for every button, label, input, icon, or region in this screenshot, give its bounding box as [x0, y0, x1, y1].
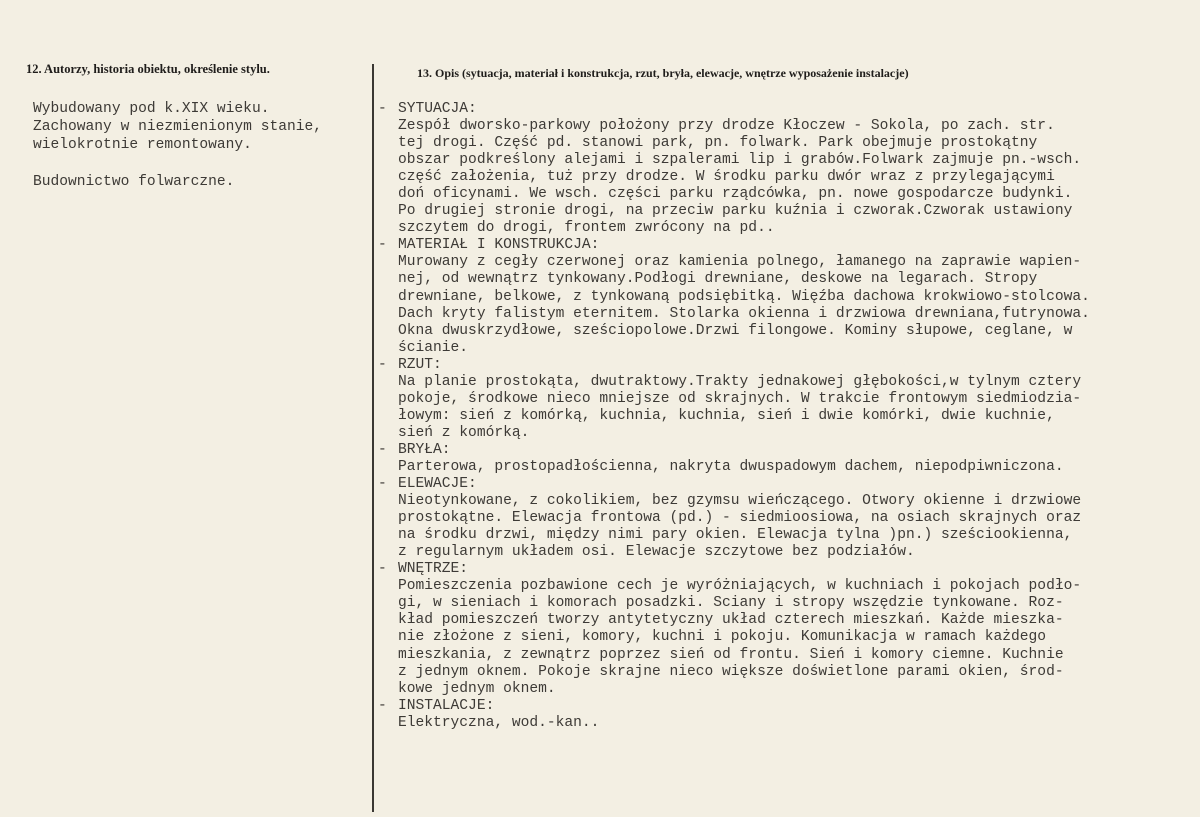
- section-line: ścianie.: [398, 339, 469, 356]
- section-line: Na planie prostokąta, dwutraktowy.Trakty jednakowej głębokości,w tylnym cztery: [398, 373, 1082, 390]
- section-dash: -: [378, 101, 387, 117]
- section-title: [378, 357, 1193, 374]
- left-line: Wybudowany pod k.XIX wieku.: [33, 101, 270, 117]
- section-line: na środku drzwi, między nimi pary okien. Elewacja tylna )pn.) sześciookienna,: [398, 527, 1073, 544]
- section-title-text: MATERIAŁ I KONSTRUKCJA:: [398, 237, 600, 254]
- left-line-gap: [33, 155, 363, 173]
- left-line: Budownictwo folwarczne.: [33, 173, 235, 190]
- section-dash: -: [378, 356, 387, 373]
- section-line: Po drugiej stronie drogi, na przeciw parku kuźnia i czworak.Czworak ustawiony: [398, 203, 1073, 220]
- section-title: [378, 561, 1193, 578]
- section-line: szczytem do drogi, frontem zwrócony na pd..: [398, 220, 775, 237]
- section-line: Parterowa, prostopadłościenna, nakryta dwuspadowym dachem, niepodpiwniczona.: [398, 458, 1064, 475]
- section-line: z regularnym układem osi. Elewacje szczytowe bez podziałów.: [398, 544, 915, 561]
- section-line: łowym: sień z komórką, kuchnia, kuchnia, sień i dwie komórki, dwie kuchnie,: [398, 407, 1055, 424]
- section-title-text: ELEWACJE:: [398, 476, 477, 493]
- section-title: [378, 237, 1193, 254]
- right-column-header: 13. Opis (sytuacja, materiał i konstrukcja, rzut, bryła, elewacje, wnętrze wyposażenie instalacje): [417, 66, 909, 80]
- section-dash: -: [378, 237, 387, 254]
- section-title: [378, 101, 1193, 118]
- section-title-text: WNĘTRZE:: [398, 561, 469, 578]
- section-line: obszar podkreślony alejami i szpalerami lip i grabów.Folwark zajmuje pn.-wsch.: [398, 152, 1082, 169]
- section-line: Murowany z cegły czerwonej oraz kamienia polnego, łamanego na zaprawie wapien-: [398, 254, 1082, 271]
- section-line: gi, w sieniach i komorach posadzki. Sciany i stropy wszędzie tynkowane. Roz-: [398, 595, 1064, 612]
- section-line: Okna dwuskrzydłowe, sześciopolowe.Drzwi filongowe. Kominy słupowe, ceglane, w: [398, 322, 1073, 339]
- section-line: Zespół dworsko-parkowy położony przy drodze Kłoczew - Sokola, po zach. str.: [398, 118, 1055, 135]
- section-line: doń oficynami. We wsch. części parku rządcówka, pn. nowe gospodarcze budynki.: [398, 186, 1073, 203]
- section-dash: -: [378, 441, 387, 458]
- section-line: z jednym oknem. Pokoje skrajne nieco większe doświetlone parami okien, środ-: [398, 663, 1064, 680]
- section-line: Pomieszczenia pozbawione cech je wyróżniających, w kuchniach i pokojach podło-: [398, 578, 1082, 595]
- left-column-header: 12. Autorzy, historia obiektu, określenie stylu.: [26, 62, 270, 76]
- section-title: [378, 476, 1193, 493]
- section-dash: -: [378, 697, 387, 714]
- section-line: część założenia, tuż przy drodze. W środku parku dwór wraz z przylegającymi: [398, 169, 1055, 186]
- section-line: tej drogi. Część pd. stanowi park, pn. folwark. Park obejmuje prostokątny: [398, 135, 1038, 152]
- section-line: mieszkania, z zewnątrz poprzez sień od frontu. Sień i komory ciemne. Kuchnie: [398, 646, 1064, 663]
- column-divider: [372, 64, 374, 812]
- left-line: wielokrotnie remontowany.: [33, 137, 252, 154]
- left-line: Zachowany w niezmienionym stanie,: [33, 119, 323, 136]
- section-line: Nieotynkowane, z cokolikiem, bez gzymsu wieńczącego. Otwory okienne i drzwiowe: [398, 493, 1082, 510]
- section-line: pokoje, środkowe nieco mniejsze od skrajnych. W trakcie frontowym siedmiodzia-: [398, 390, 1082, 407]
- section-dash: -: [378, 561, 387, 578]
- section-line: Elektryczna, wod.-kan..: [398, 714, 600, 731]
- section-line: drewniane, belkowe, z tynkowaną podsiębitką. Więźba dachowa krokwiowo-stolcowa.: [398, 288, 1090, 305]
- section-title: [378, 442, 1193, 459]
- section-title: [378, 698, 1193, 715]
- section-title-text: RZUT:: [398, 356, 442, 373]
- section-line: prostokątne. Elewacja frontowa (pd.) - siedmioosiowa, na osiach skrajnych oraz: [398, 510, 1082, 527]
- section-line: sień z komórką.: [398, 424, 530, 441]
- section-line: Dach kryty falistym eternitem. Stolarka okienna i drzwiowa drewniana,futrynowa.: [398, 305, 1090, 322]
- section-title-text: SYTUACJA:: [398, 101, 477, 117]
- section-line: kowe jednym oknem.: [398, 680, 556, 697]
- section-line: nej, od wewnątrz tynkowany.Podłogi drewniane, deskowe na legarach. Stropy: [398, 271, 1038, 288]
- section-line: nie złożone z sieni, komory, kuchni i pokoju. Komunikacja w ramach każdego: [398, 629, 1047, 646]
- section-title-text: BRYŁA:: [398, 441, 451, 458]
- right-column-text: [378, 101, 1193, 732]
- section-title-text: INSTALACJE:: [398, 697, 495, 714]
- section-dash: -: [378, 476, 387, 493]
- left-column-text: [33, 100, 363, 191]
- section-line: kład pomieszczeń tworzy antytetyczny układ czterech mieszkań. Każde mieszka-: [398, 612, 1064, 629]
